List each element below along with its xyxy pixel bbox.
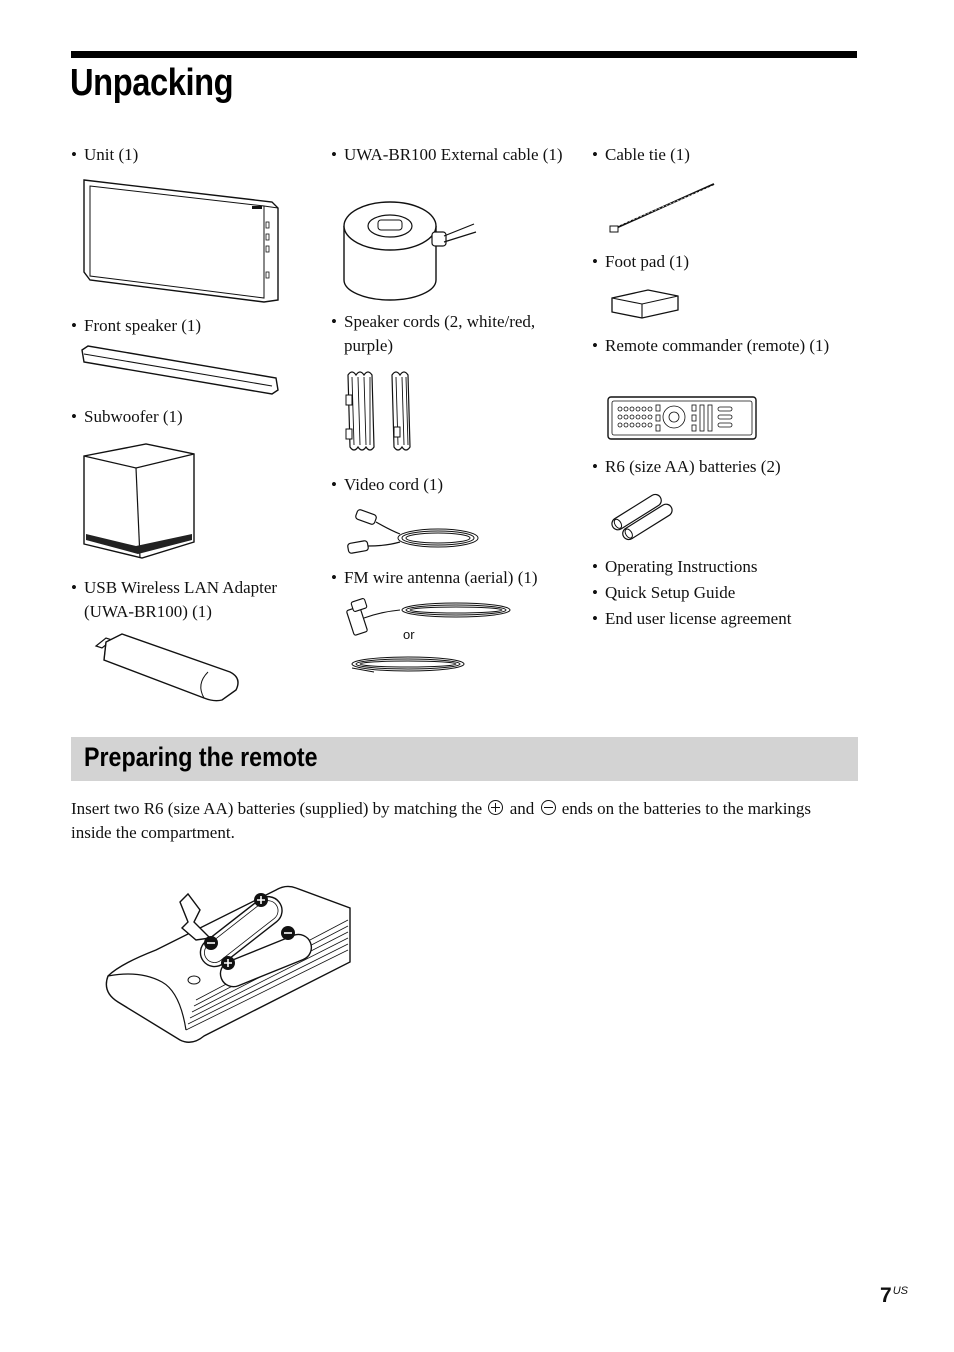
list-item-subwoofer: • Subwoofer (1) xyxy=(71,405,311,429)
external-cable-illustration xyxy=(340,196,480,306)
item-label: Speaker cords (2, white/red, purple) xyxy=(344,312,536,355)
circled-minus-icon xyxy=(541,800,556,815)
batteries-illustration xyxy=(606,492,678,542)
item-label: Front speaker (1) xyxy=(84,316,202,335)
page-suffix: US xyxy=(892,1285,908,1297)
cable-tie-illustration xyxy=(608,180,720,236)
list-item-quick-setup: • Quick Setup Guide xyxy=(592,581,852,605)
item-label: R6 (size AA) batteries (2) xyxy=(605,457,781,476)
item-label: UWA-BR100 External cable (1) xyxy=(344,145,563,164)
fm-antenna-illustration xyxy=(344,598,516,680)
instruction-text-2: and xyxy=(509,799,535,818)
instruction-text-1: Insert two R6 (size AA) batteries (supplied) by matching the xyxy=(71,799,483,818)
item-label: Subwoofer (1) xyxy=(84,407,183,426)
battery-insertion-illustration xyxy=(100,880,354,1050)
list-item-remote: • Remote commander (remote) (1) xyxy=(592,334,842,358)
list-item-foot-pad: • Foot pad (1) xyxy=(592,250,842,274)
video-cord-illustration xyxy=(342,504,484,560)
top-rule xyxy=(71,51,857,58)
list-item-eula: • End user license agreement xyxy=(592,607,852,631)
page-number: $7^{US}$ xyxy=(880,1284,908,1307)
item-label: Remote commander (remote) (1) xyxy=(605,336,830,355)
list-item-unit: • Unit (1) xyxy=(71,143,311,167)
subwoofer-illustration xyxy=(80,440,200,564)
speaker-cords-illustration xyxy=(340,367,420,463)
list-item-speaker-cords: • Speaker cords (2, white/red, purple) xyxy=(331,310,576,358)
item-label: Video cord (1) xyxy=(344,475,444,494)
instruction-paragraph xyxy=(71,797,851,845)
section-header-bar xyxy=(71,737,858,781)
item-label: Foot pad (1) xyxy=(605,252,690,271)
item-label: Operating Instructions xyxy=(605,557,758,576)
list-item-video-cord: • Video cord (1) xyxy=(331,473,576,497)
page-title: Unpacking xyxy=(70,62,234,104)
remote-illustration xyxy=(606,395,758,441)
list-item-front-speaker: • Front speaker (1) xyxy=(71,314,311,338)
unit-illustration xyxy=(80,176,282,304)
front-speaker-illustration xyxy=(80,344,282,400)
instruction-text-3: ends on the batteries to the markings inside the compartment. xyxy=(71,799,812,842)
section-title: Preparing the remote xyxy=(84,742,318,772)
item-label: Cable tie (1) xyxy=(605,145,690,164)
list-item-fm-antenna: • FM wire antenna (aerial) (1) xyxy=(331,566,576,590)
list-item-operating-instructions: • Operating Instructions xyxy=(592,555,852,579)
circled-plus-icon xyxy=(488,800,503,815)
item-label: Unit (1) xyxy=(84,145,139,164)
item-label: FM wire antenna (aerial) (1) xyxy=(344,568,538,587)
list-item-external-cable: • UWA-BR100 External cable (1) xyxy=(331,143,576,167)
list-item-cable-tie: • Cable tie (1) xyxy=(592,143,842,167)
foot-pad-illustration xyxy=(608,288,682,322)
item-label: End user license agreement xyxy=(605,609,792,628)
list-item-usb-adapter: • USB Wireless LAN Adapter (UWA-BR100) (1) xyxy=(71,576,316,624)
usb-adapter-illustration xyxy=(92,632,244,704)
antenna-or-label: or xyxy=(403,627,415,642)
item-label: Quick Setup Guide xyxy=(605,583,736,602)
list-item-batteries: • R6 (size AA) batteries (2) xyxy=(592,455,842,479)
item-label: USB Wireless LAN Adapter (UWA-BR100) (1) xyxy=(84,578,278,621)
